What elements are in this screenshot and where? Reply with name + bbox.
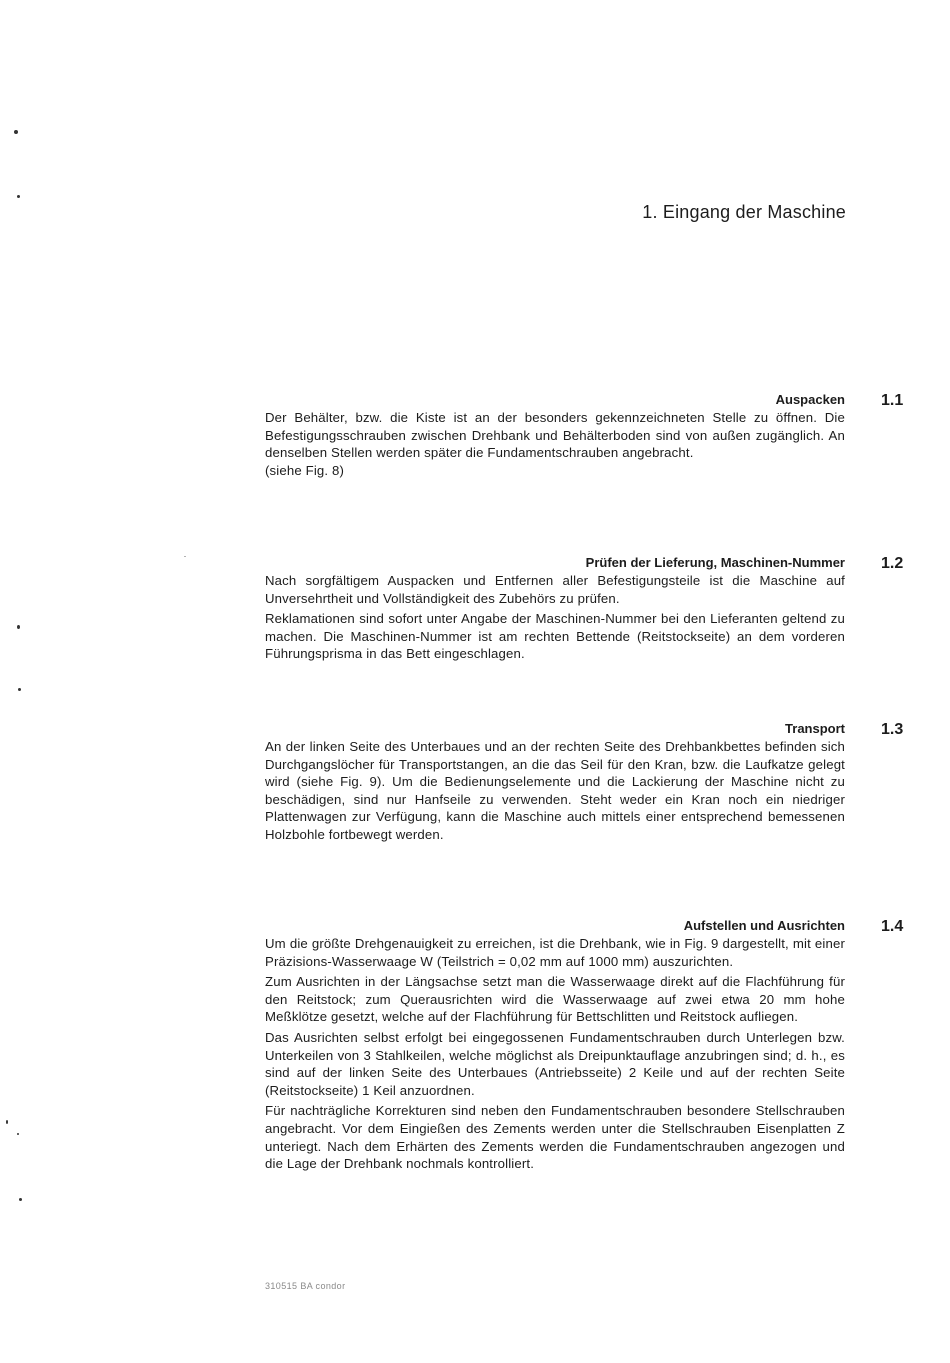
section-number: 1.2 — [881, 555, 904, 572]
section-transport — [265, 720, 904, 844]
section-heading: Transport — [785, 721, 845, 736]
section-aufstellen-und-ausrichten — [265, 917, 904, 1173]
scan-speck — [17, 625, 20, 629]
section-number: 1.4 — [881, 918, 904, 935]
section-paragraph: An der linken Seite des Unterbaues und an der rechten Seite des Drehbankbettes befinden sich Durchgangslöcher für Transportstangen, an die das Seil für den Kran, bzw. die Laufkatze gelegt wird (siehe Fig. 9). Um die Bedienungselemente und die Lackierung der Maschine nicht zu beschädigen, sind nur Hanfseile zu verwenden. Steht weder ein Kran noch ein niedriger Plattenwagen zur Verfügung, kann die Maschine auch mittels einer entsprechend bemessenen Holzbohle fortbewegt werden. — [265, 739, 845, 842]
section-number: 1.1 — [881, 392, 904, 409]
page-title: 1. Eingang der Maschine — [642, 202, 846, 222]
section-paragraph: Nach sorgfältigem Auspacken und Entfernen aller Befestigungsteile ist die Maschine auf Unversehrtheit und Vollständigkeit des Zubehörs zu prüfen. — [265, 573, 845, 606]
scan-speck — [184, 556, 186, 557]
section-heading: Prüfen der Lieferung, Maschinen-Nummer — [585, 555, 845, 570]
scan-speck — [17, 195, 20, 198]
section-heading: Auspacken — [775, 392, 845, 407]
section-paragraph: Der Behälter, bzw. die Kiste ist an der besonders gekennzeichneten Stelle zu öffnen. Die Befestigungsschrauben zwischen Drehbank und Behälterboden sind von außen zugänglich. An denselben Stellen werden später die Fundamentschrauben angebracht. — [265, 410, 845, 461]
section-auspacken — [265, 391, 904, 479]
section-paragraph: Für nachträgliche Korrekturen sind neben den Fundamentschrauben besondere Stellschrauben angebracht. Vor dem Eingießen des Zements werden unter die Stellschrauben Eisenplatten Z unteriegt. Nach dem Erhärten des Zements werden die Fundamentschrauben angezogen und die Lage der Drehbank nochmals kontrolliert. — [265, 1103, 845, 1172]
section-number: 1.3 — [881, 721, 904, 738]
document-footer: 310515 BA condor — [265, 1281, 346, 1291]
section-paragraph: Zum Ausrichten in der Längsachse setzt man die Wasserwaage direkt auf die Flachführung für den Reitstock; zum Querausrichten wird die Wasserwaage auf zwei etwa 20 mm hohe Meßklötze gesetzt, welche auf der Flachführung für Bettschlitten und Reitstock aufliegen. — [265, 974, 845, 1025]
section-paragraph: Um die größte Drehgenauigkeit zu erreichen, ist die Drehbank, wie in Fig. 9 dargestellt, mit einer Präzisions-Wasserwaage W (Teilstrich = 0,02 mm auf 1000 mm) auszurichten. — [265, 936, 845, 969]
section-paragraph: Das Ausrichten selbst erfolgt bei eingegossenen Fundamentschrauben durch Unterlegen bzw. Unterkeilen von 3 Stahlkeilen, welche möglichst als Dreipunktauflage anzubringen sind; d. h., es sind auf der linken Seite des Unterbaues (Antriebsseite) 2 Keile und auf der rechten Seite (Reitstockseite) 1 Keil anzuordnen. — [265, 1029, 845, 1098]
section-paragraph: (siehe Fig. 8) — [265, 462, 345, 478]
section-paragraph: Reklamationen sind sofort unter Angabe der Maschinen-Nummer bei den Lieferanten geltend zu machen. Die Maschinen-Nummer ist am rechten Bettende (Reitstockseite) an dem vorderen Führungsprisma in das Bett eingeschlagen. — [265, 611, 845, 662]
scan-speck — [18, 688, 21, 691]
scan-speck — [6, 1120, 8, 1124]
scan-speck — [14, 130, 18, 134]
section-pruefen-der-lieferung — [265, 554, 904, 663]
scan-speck — [17, 1133, 19, 1135]
scan-speck — [19, 1198, 22, 1201]
section-heading: Aufstellen und Ausrichten — [683, 918, 845, 933]
